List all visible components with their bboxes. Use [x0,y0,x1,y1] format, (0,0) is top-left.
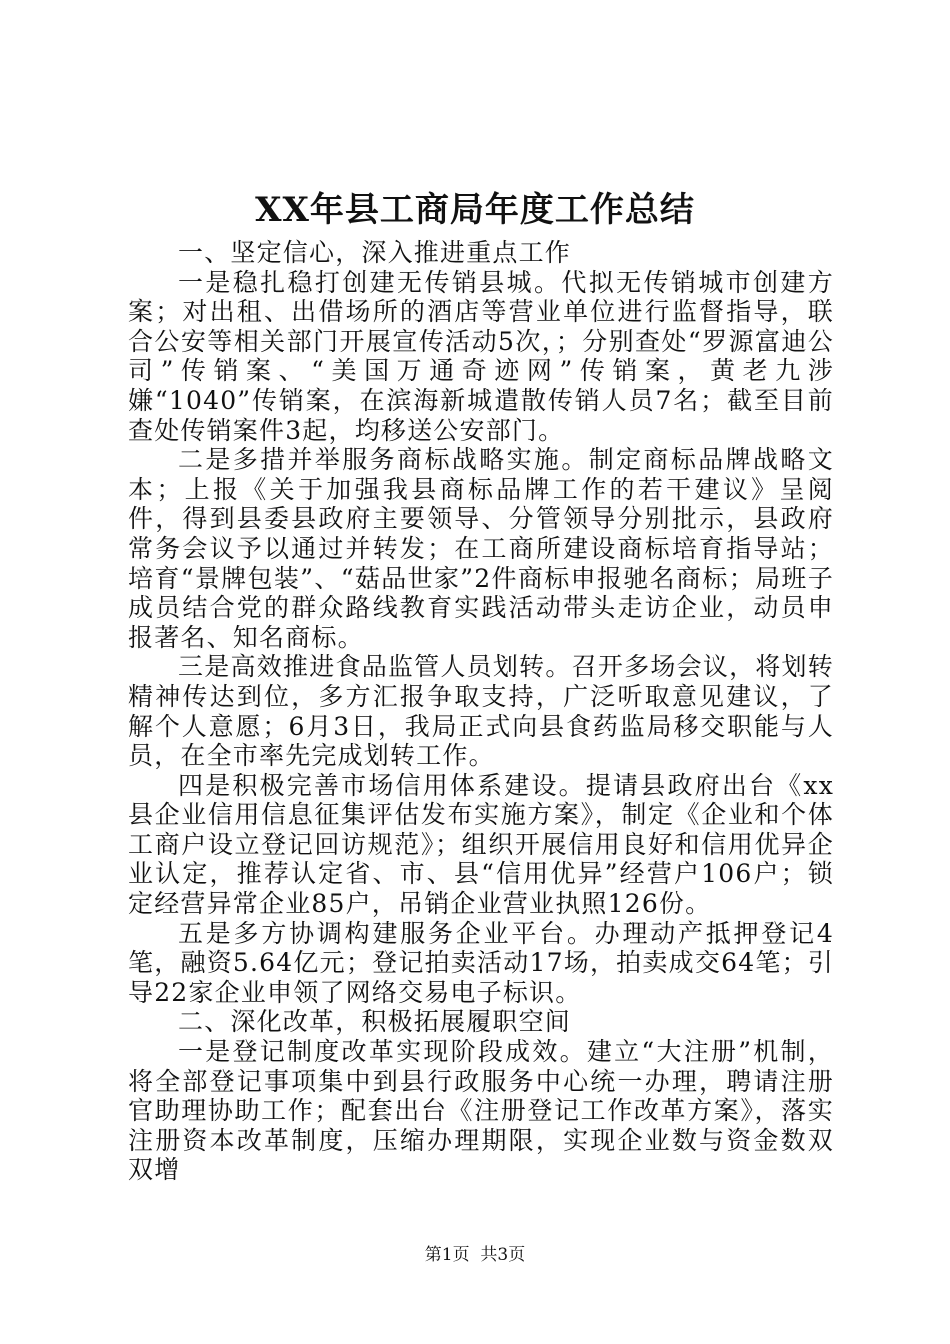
page-footer [0,1243,950,1267]
paragraph: 四是积极完善市场信用体系建设。提请县政府出台《xx县企业信用信息征集评估发布实施方案》，制定《企业和个体工商户设立登记回访规范》；组织开展信用良好和信用优异企业认定，推荐认定省、市、县“信用优异”经营户106户；锁定经营异常企业85户，吊销企业营业执照126份。 [128,770,834,919]
paragraph: 一是登记制度改革实现阶段成效。建立“大注册”机制，将全部登记事项集中到县行政服务中心统一办理，聘请注册官助理协助工作；配套出台《注册登记工作改革方案》，落实注册资本改革制度，压缩办理期限，实现企业数与资金数双双增 [128,1037,834,1185]
paragraph: 五是多方协调构建服务企业平台。办理动产抵押登记4笔，融资5.64亿元；登记拍卖活动17场，拍卖成交64笔；引导22家企业申领了网络交易电子标识。 [128,918,834,1007]
page-number: 第1页 共3页 [424,1245,526,1265]
section-heading-2: 二、深化改革，积极拓展履职空间 [178,1007,572,1037]
paragraph: 三是高效推进食品监管人员划转。召开多场会议，将划转精神传达到位，多方汇报争取支持，广泛听取意见建议，了解个人意愿；6月3日，我局正式向县食药监局移交职能与人员，在全市率先完成划转工作。 [128,652,834,771]
document-body [128,238,834,1185]
document-title: XX年县工商局年度工作总结 [255,190,695,230]
paragraph: 二是多措并举服务商标战略实施。制定商标品牌战略文本；上报《关于加强我县商标品牌工作的若干建议》呈阅件，得到县委县政府主要领导、分管领导分别批示，县政府常务会议予以通过并转发；在工商所建设商标培育指导站；培育“景牌包装”、“菇品世家”2件商标申报驰名商标；局班子成员结合党的群众路线教育实践活动带头走访企业，动员申报著名、知名商标。 [128,445,834,652]
paragraph: 一是稳扎稳打创建无传销县城。代拟无传销城市创建方案；对出租、出借场所的酒店等营业单位进行监督指导，联合公安等相关部门开展宣传活动5次，；分别查处“罗源富迪公司”传销案、“美国万通奇迹网”传销案，黄老九涉嫌“1040”传销案，在滨海新城遣散传销人员7名；截至目前查处传销案件3起，均移送公安部门。 [128,267,834,445]
section-heading-1: 一、坚定信心，深入推进重点工作 [178,238,572,267]
